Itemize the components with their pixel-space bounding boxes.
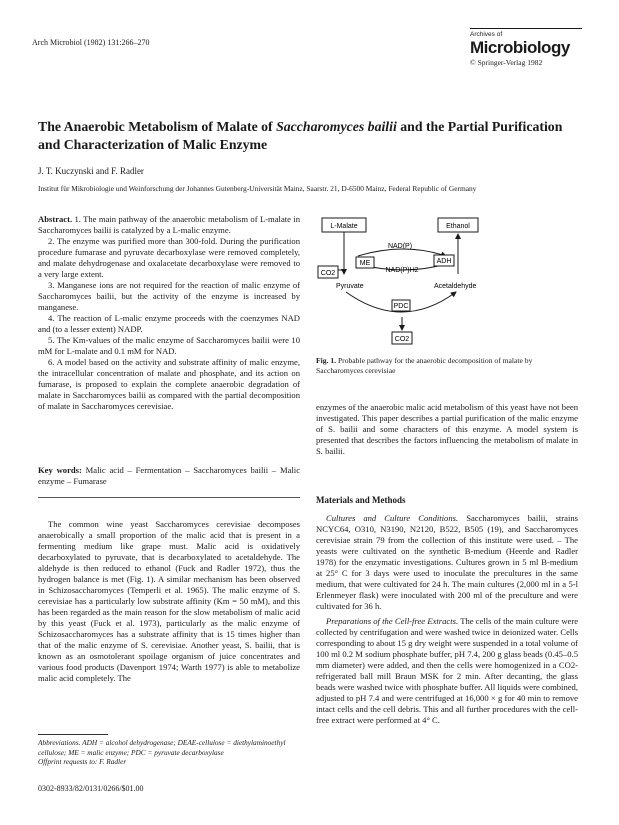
introduction bbox=[38, 519, 300, 684]
co2-bottom-label: CO2 bbox=[394, 336, 410, 343]
abstract-p4: 4. The reaction of L-malic enzyme proceeds with the coenzymes NAD and (to a lesser extent) NADP. bbox=[38, 313, 300, 334]
abstract-p6: 6. A model based on the activity and substrate affinity of malic enzyme, the intracellular concentration of malate and phosphate, and its action on fumarase, is proposed to explain the complete anaerobic degradation of malate in Saccharomyces bailii as compared with the partial decomposition of malate in Saccharomyces cerevisiae. bbox=[38, 357, 300, 411]
adh-label: ADH bbox=[436, 258, 452, 265]
figure-caption bbox=[316, 356, 578, 376]
section-divider bbox=[38, 497, 300, 498]
journal-citation: Arch Microbiol (1982) 131:266–270 bbox=[32, 38, 150, 47]
keywords bbox=[38, 465, 300, 487]
journal-logo-small: Archives of bbox=[470, 31, 503, 38]
footnote-rule bbox=[38, 734, 108, 735]
pdc-label: PDC bbox=[393, 303, 409, 310]
introduction-continued: enzymes of the anaerobic malic acid metabolism of this yeast have not been investigated. This paper describes a partial purification of the malic enzyme of S. bailii and some characters of this enzyme. A model system is presented that describes the factors influencing the metabolism of malate in S. bailii. bbox=[316, 402, 578, 456]
ethanol-label: Ethanol bbox=[446, 223, 470, 230]
logo-rule bbox=[470, 28, 582, 29]
nadph-label: NAD(P)H2 bbox=[385, 267, 419, 274]
pathway-figure bbox=[316, 212, 578, 352]
affiliation: Institut für Mikrobiologie und Weinforschung der Johannes Gutenberg-Universität Mainz, Saarstr. 21, D-6500 Mainz, Federal Republic of Germany bbox=[38, 184, 477, 193]
abstract-p1: 1. The main pathway of the anaerobic metabolism of L-malate in Saccharomyces bailii is catalyzed by a L-malic enzyme. bbox=[38, 214, 300, 235]
abbreviations: Abbreviations. ADH = alcohol dehydrogenase; DEAE-cellulose = diethylaminoethyl cellulose; ME = malic enzyme; PDC = pyruvate decarboxylase bbox=[38, 738, 286, 757]
article-title: The Anaerobic Metabolism of Malate of Saccharomyces bailii and the Partial Purification and Characterization of Malic Enzyme bbox=[38, 119, 563, 152]
abstract bbox=[38, 214, 300, 412]
figure-caption-text: Probable pathway for the anaerobic decomposition of malate by Saccharomyces cerevisiae bbox=[316, 356, 533, 375]
methods-p1-label: Cultures and Culture Conditions. bbox=[326, 513, 459, 523]
journal-logo: Microbiology bbox=[470, 38, 570, 57]
pyruvate-label: Pyruvate bbox=[336, 283, 364, 290]
offprint-requests: Offprint requests to: F. Radler bbox=[38, 757, 127, 766]
methods-heading: Materials and Methods bbox=[316, 495, 406, 505]
authors: J. T. Kuczynski and F. Radler bbox=[38, 166, 144, 176]
nad-arrow-top bbox=[358, 249, 446, 256]
co2-left-label: CO2 bbox=[320, 270, 336, 277]
figure-caption-label: Fig. 1. bbox=[316, 356, 337, 365]
methods-p2: The cells of the main culture were collected by centrifugation and were washed twice in deionized water. Cells corresponding to about 15 g dry weight were suspended in a total volume of 100 ml 0.2 M sodium phosphate buffer, pH 7.4, 200 g glass beads (0.45–0.5 mm diameter) were added, and then the cells were homogenized in a CO2-refrigerated ball mill Braun MSK for 2 min. After decanting, the glass beads were washed twice with phosphate buffer. All liquids were combined, adjusted to pH 7.4 and were centrifuged at 16,000 × g for 40 min to remove intact cells and the cell debris. This and all further procedures with the cell-free extract were performed at 4° C. bbox=[316, 616, 579, 725]
me-label: ME bbox=[359, 260, 371, 267]
issn-code: 0302-8933/82/0131/0266/$01.00 bbox=[38, 784, 144, 793]
abstract-p2: 2. The enzyme was purified more than 300-fold. During the purification procedure fumarase and pyruvate decarboxylase were removed completely, and malate dehydrogenase and oxalacetate decarboxylase were removed to a very large extent. bbox=[38, 236, 300, 279]
abstract-p5: 5. The Km-values of the malic enzyme of Saccharomyces bailii were 10 mM for L-malate and 0.1 mM for NAD. bbox=[38, 335, 300, 356]
abstract-p3: 3. Manganese ions are not required for the reaction of malic enzyme of Saccharomyces bailii, but the activity of the enzyme is increased by manganese. bbox=[38, 280, 300, 312]
methods bbox=[316, 513, 578, 726]
introduction-text: The common wine yeast Saccharomyces cerevisiae decomposes anaerobically a small proportion of the malic acid that is present in a fermenting medium like grape must. Malic acid is oxidatively decarboxylated to pyruvate, that is decarboxylated to acetaldehyde. The aldehyde is then reduced to ethanol (Fuck and Radler 1972), thus the hydrogen balance is met (Fig. 1). A similar mechanism has been observed in Schizosaccharomyces (Temperli et al. 1965). The malic enzyme of S. cerevisiae has a particularly low substrate affinity (Km = 50 mM), and this has been regarded as the main reason for the slow metabolism of malic acid by this yeast (Fuck et al. 1973), particularly as the malic enzyme of Schizosaccharomyces has a substrate affinity that is 15 times higher than that of the malic enzyme of S. cerevisiae. Another yeast, S. bailii, that is known as an osmotolerant spoilage organism of juice concentrates and various food products (Davenport 1974; Warth 1977) is able to metabolize malic acid completely. The bbox=[38, 519, 300, 683]
footnotes bbox=[38, 738, 300, 767]
keywords-text: Malic acid – Fermentation – Saccharomyces bailii – Malic enzyme – Fumarase bbox=[38, 465, 301, 486]
malate-label: L-Malate bbox=[330, 223, 358, 230]
copyright-notice: © Springer-Verlag 1982 bbox=[470, 58, 543, 67]
nadp-label: NAD(P) bbox=[387, 243, 413, 250]
acetaldehyde-label: Acetaldehyde bbox=[434, 283, 477, 290]
abstract-label: Abstract. bbox=[38, 214, 73, 224]
methods-p1: Saccharomyces bailii, strains NCYC64, O310, N3190, N2120, B522, B505 (19), and Saccharomyces cerevisiae strain 79 from the collection of this institute were used. – The yeasts were cultivated on the synthetic B-medium (Heerde and Radler 1978) for the enzymatic investigations. Cultures grown in 5 ml B-medium at 25° C for 3 days were used to inoculate the precultures in the same medium, that were cultivated for 24 h. The main cultures (2,000 ml in a 5-l Erlenmeyer flask) were inoculated with 200 ml of the preculture and were cultivated for 36 h. bbox=[316, 513, 579, 611]
methods-p2-label: Preparations of the Cell-free Extracts. bbox=[326, 616, 459, 626]
keywords-label: Key words: bbox=[38, 465, 82, 475]
